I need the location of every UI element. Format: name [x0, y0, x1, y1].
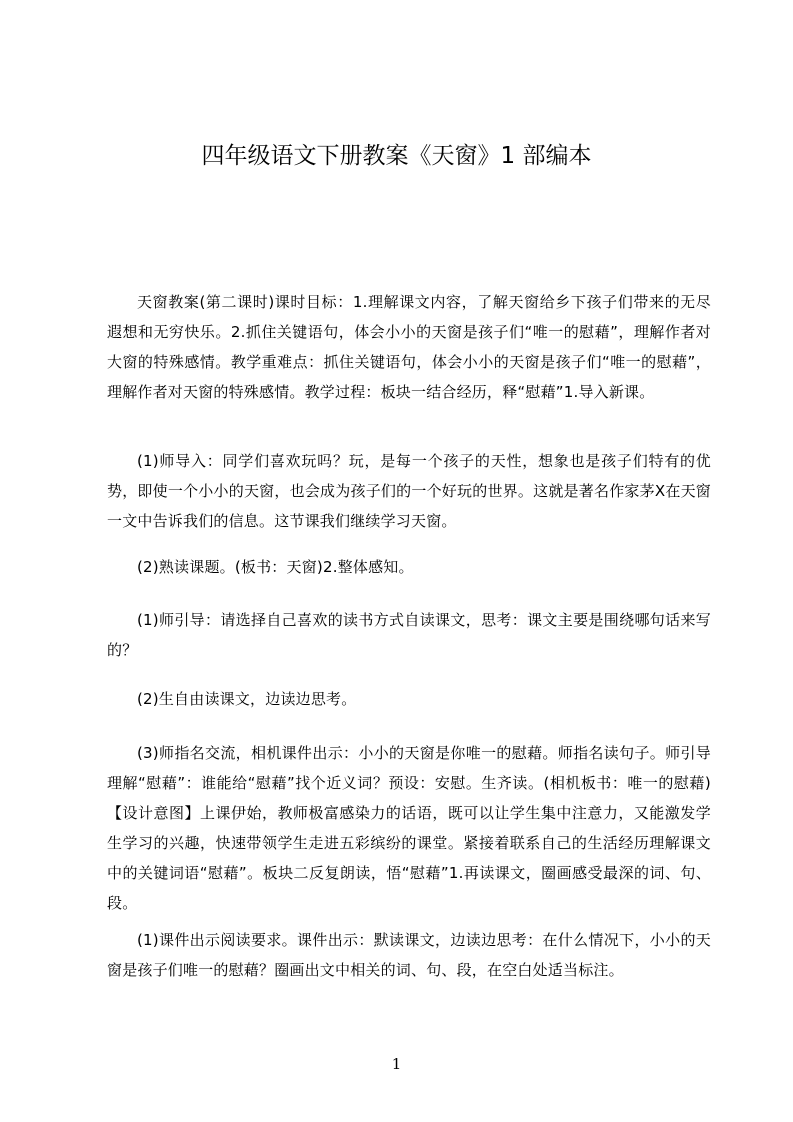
paragraph-teacher-intro: (1)师导入：同学们喜欢玩吗？玩，是每一个孩子的天性，想象也是孩子们特有的优势，即使一个小小的天窗，也会成为孩子们的一个好玩的世界。这就是著名作家茅X在天窗一文中告诉我们的信息。这节课我们继续学习天窗。 [107, 452, 711, 530]
paragraph-teacher-guide: (1)师引导：请选择自己喜欢的读书方式自读课文，思考：课文主要是围绕哪句话来写的？ [107, 611, 711, 659]
paragraph-free-reading: (2)生自由读课文，边读边思考。 [137, 690, 357, 708]
paragraph-read-title: (2)熟读课题。(板书：天窗)2.整体感知。 [137, 558, 414, 576]
document-title: 四年级语文下册教案《天窗》1 部编本 [201, 143, 592, 169]
page-number: 1 [391, 1055, 402, 1073]
paragraph-discussion: (3)师指名交流，相机课件出示：小小的天窗是你唯一的慰藉。师指名读句子。师引导理解“慰藉”：谁能给“慰藉”找个近义词？预设：安慰。生齐读。(相机板书：唯一的慰藉)【设计意图】上课伊始，教师极富感染力的话语，既可以让学生集中注意力，又能激发学生学习的兴趣，快速带领学生走进五彩缤纷的课堂。紧接着联系自己的生活经历理解课文中的关键词语“慰藉”。板块二反复朗读，悟“慰藉”1.再读课文，圈画感受最深的词、句、段。 [107, 744, 711, 912]
paragraph-objectives: 天窗教案(第二课时)课时目标：1.理解课文内容，了解天窗给乡下孩子们带来的无尽遐想和无穷快乐。2.抓住关键语句，体会小小的天窗是孩子们“唯一的慰藉”，理解作者对大窗的特殊感情。教学重难点：抓住关键语句，体会小小的天窗是孩子们“唯一的慰藉”，理解作者对天窗的特殊感情。教学过程：板块一结合经历，释“慰藉”1.导入新课。 [107, 293, 711, 401]
paragraph-reading-requirements: (1)课件出示阅读要求。课件出示：默读课文，边读边思考：在什么情况下，小小的天窗是孩子们唯一的慰藉？圈画出文中相关的词、句、段，在空白处适当标注。 [107, 931, 711, 979]
